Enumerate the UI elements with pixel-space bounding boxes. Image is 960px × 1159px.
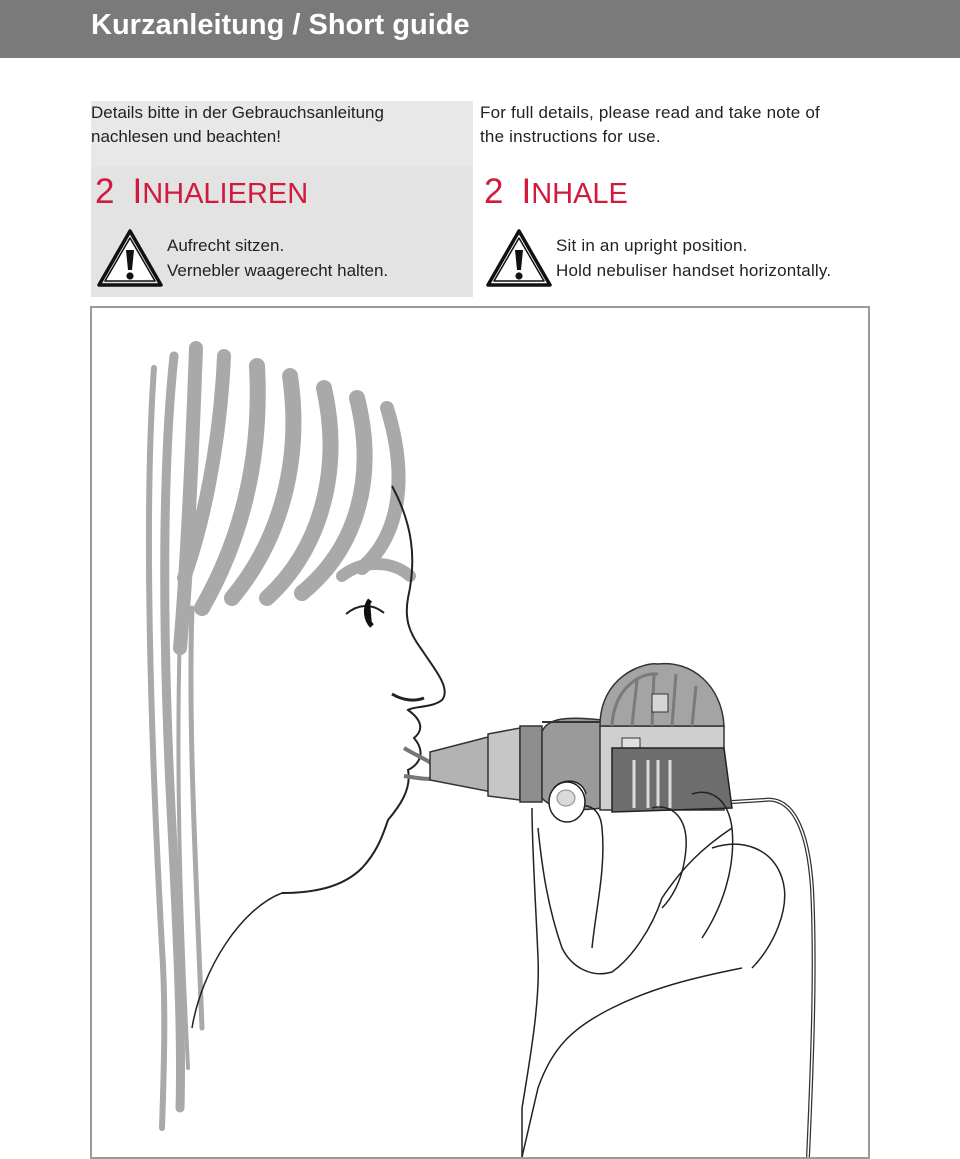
hand-drawing xyxy=(522,808,538,1157)
german-note xyxy=(91,101,466,149)
english-note-line-1: For full details, please read and take note of xyxy=(480,103,820,122)
warning-triangle-icon xyxy=(96,228,164,288)
inhalation-illustration xyxy=(90,306,870,1159)
german-warning-line-2: Vernebler waagerecht halten. xyxy=(167,261,389,280)
english-note xyxy=(480,101,900,149)
german-warning-text xyxy=(167,233,388,283)
german-step-title: NHALIEREN xyxy=(142,178,309,210)
hair-drawing xyxy=(149,348,399,1128)
inhalation-drawing xyxy=(92,308,868,1157)
page-title: Kurzanleitung / Short guide xyxy=(91,9,470,41)
english-step-title-initial: I xyxy=(521,172,532,211)
english-note-line-2: the instructions for use. xyxy=(480,127,661,146)
german-note-line-2: nachlesen und beachten! xyxy=(91,127,281,146)
english-step-title: NHALE xyxy=(531,178,628,210)
german-warning-line-1: Aufrecht sitzen. xyxy=(167,236,285,255)
german-step-heading xyxy=(95,172,308,212)
german-step-title-initial: I xyxy=(132,172,143,211)
german-step-number: 2 xyxy=(95,172,115,211)
warning-triangle-icon xyxy=(485,228,553,288)
english-warning-text xyxy=(556,233,831,283)
english-step-heading xyxy=(484,172,628,212)
english-step-number: 2 xyxy=(484,172,504,211)
english-warning-line-1: Sit in an upright position. xyxy=(556,236,748,255)
german-note-line-1: Details bitte in der Gebrauchsanleitung xyxy=(91,103,384,122)
english-warning-line-2: Hold nebuliser handset horizontally. xyxy=(556,261,832,280)
